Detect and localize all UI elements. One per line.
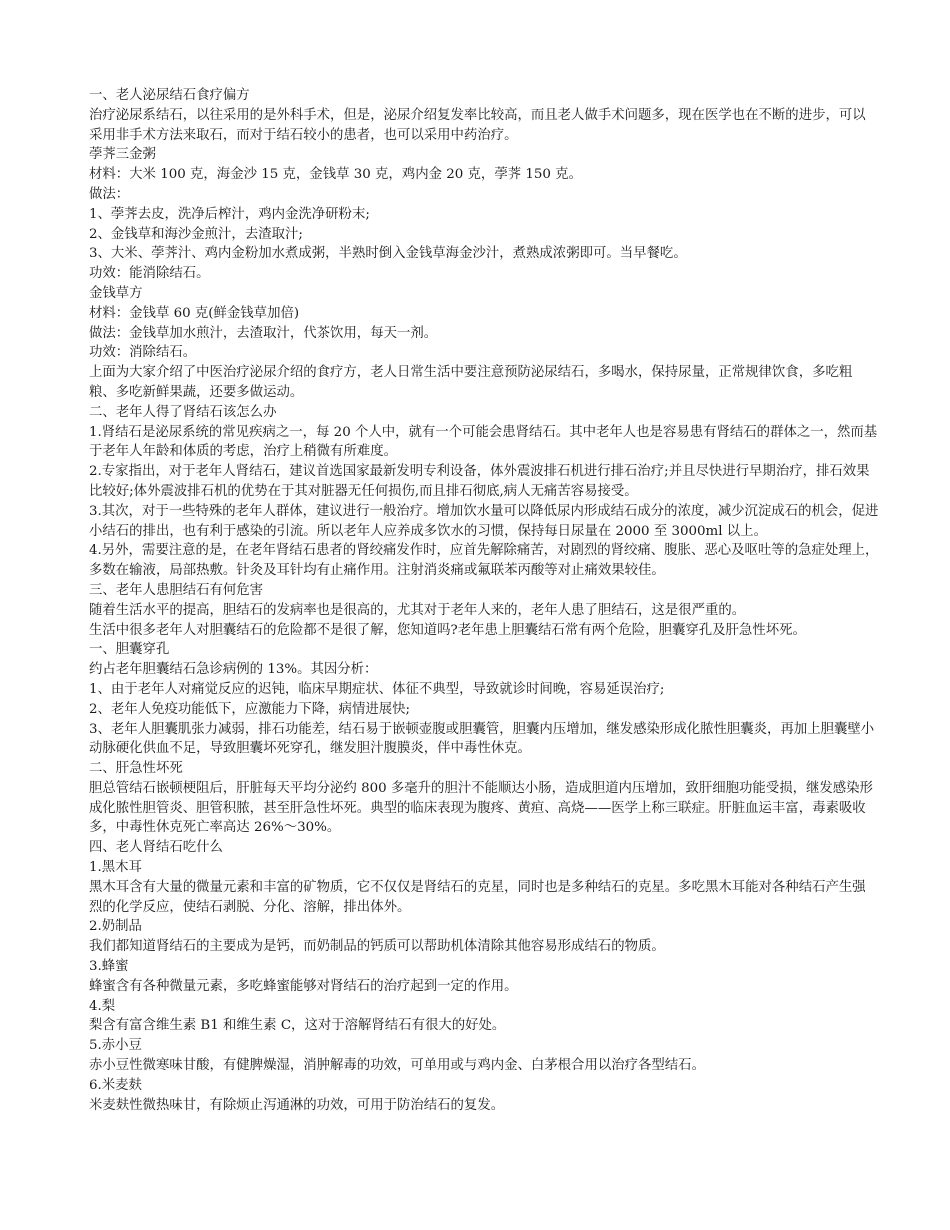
subsection-heading: 荸荠三金粥: [89, 147, 156, 163]
paragraph: 做法：: [89, 186, 130, 202]
paragraph: 材料：金钱草 60 克(鲜金钱草加倍): [89, 305, 300, 321]
list-item: 2、金钱草和海沙金煎汁，去渣取汁;: [89, 226, 303, 242]
paragraph: 黑木耳含有大量的微量元素和丰富的矿物质，它不仅仅是肾结石的克星，同时也是多种结石的克星。多吃黑木耳能对各种结石产生强烈的化学反应，使结石剥脱、分化、溶解，排出体外。: [89, 879, 866, 915]
paragraph: 米麦麸性微热味甘，有除烦止泻通淋的功效，可用于防治结石的复发。: [89, 1097, 505, 1113]
section-heading: 二、老年人得了肾结石该怎么办: [89, 404, 277, 420]
section-heading: 三、老年人患胆结石有何危害: [89, 582, 264, 598]
paragraph: 治疗泌尿系结石，以往采用的是外科手术，但是，泌尿介绍复发率比较高，而且老人做手术问题多，现在医学也在不断的进步，可以采用非手术方法来取石，而对于结石较小的患者，也可以采用中药治疗。: [89, 107, 866, 143]
food-heading: 2.奶制品: [89, 919, 142, 935]
list-item: 3、大米、荸荠汁、鸡内金粉加水煮成粥，半熟时倒入金钱草海金沙汁，煮熟成浓粥即可。当早餐吃。: [89, 246, 687, 262]
food-heading: 5.赤小豆: [89, 1038, 142, 1054]
paragraph: 赤小豆性微寒味甘酸，有健脾燥湿，消肿解毒的功效，可单用或与鸡内金、白茅根合用以治疗各型结石。: [89, 1058, 705, 1074]
paragraph: 胆总管结石嵌顿梗阻后，肝脏每天平均分泌约 800 多毫升的胆汁不能顺达小肠，造成胆道内压增加，致肝细胞功能受损，继发感染形成化脓性胆管炎、胆管积脓，甚至肝急性坏死。典型的临床表现为腹疼、黄疸、高烧——医学上称三联症。肝脏血运丰富，毒素吸收多，中毒性休克死亡率高达 26%～30%。: [89, 780, 873, 836]
list-item: 2.专家指出，对于老年人肾结石，建议首选国家最新发明专利设备，体外震波排石机进行排石治疗;并且尽快进行早期治疗，排石效果比较好;体外震波排石机的优势在于其对脏器无任何损伤,而且排石彻底,病人无痛苦容易接受。: [89, 464, 870, 499]
subsection-heading: 金钱草方: [89, 285, 143, 301]
paragraph: 我们都知道肾结石的主要成为是钙，而奶制品的钙质可以帮助机体清除其他容易形成结石的物质。: [89, 939, 665, 955]
paragraph: 随着生活水平的提高，胆结石的发病率也是很高的，尤其对于老年人来的，老年人患了胆结石，这是很严重的。: [89, 602, 746, 618]
document-body: [89, 86, 879, 1115]
food-heading: 6.米麦麸: [89, 1077, 142, 1093]
list-item: 1.肾结石是泌尿系统的常见疾病之一，每 20 个人中，就有一个可能会患肾结石。其中老年人也是容易患有肾结石的群体之一，然而基于老年人年龄和体质的考虑，治疗上稍微有所难度。: [89, 424, 878, 460]
list-item: 4.另外，需要注意的是，在老年肾结石患者的肾绞痛发作时，应首先解除痛苦，对剧烈的肾绞痛、腹胀、恶心及呕吐等的急症处理上，多数在输液，局部热敷。针灸及耳针均有止痛作用。注射消炎痛或氟联苯丙酸等对止痛效果较佳。: [89, 543, 879, 579]
list-item: 3、老年人胆囊肌张力减弱，排石功能差，结石易于嵌顿壶腹或胆囊管，胆囊内压增加，继发感染形成化脓性胆囊炎，再加上胆囊壁小动脉硬化供血不足，导致胆囊坏死穿孔，继发胆汁腹膜炎，伴中毒性休克。: [89, 721, 875, 757]
paragraph: 做法：金钱草加水煎汁，去渣取汁，代茶饮用，每天一剂。: [89, 325, 438, 341]
list-item: 1、由于老年人对痛觉反应的迟钝，临床早期症状、体征不典型，导致就诊时间晚，容易延误治疗;: [89, 681, 665, 697]
food-heading: 1.黑木耳: [89, 860, 142, 876]
subsection-heading: 一、胆囊穿孔: [89, 642, 170, 658]
section-heading: 一、老人泌尿结石食疗偏方: [89, 88, 250, 103]
paragraph: 功效：能消除结石。: [89, 266, 210, 282]
paragraph: 功效：消除结石。: [89, 345, 197, 361]
subsection-heading: 二、肝急性坏死: [89, 761, 183, 777]
paragraph: 蜂蜜含有各种微量元素，多吃蜂蜜能够对肾结石的治疗起到一定的作用。: [89, 978, 518, 994]
paragraph: 生活中很多老年人对胆囊结石的危险都不是很了解，您知道吗?老年患上胆囊结石常有两个危险，胆囊穿孔及肝急性坏死。: [89, 622, 806, 638]
section-heading: 四、老人肾结石吃什么: [89, 840, 223, 856]
list-item: 3.其次，对于一些特殊的老年人群体，建议进行一般治疗。增加饮水量可以降低尿内形成结石成分的浓度，减少沉淀成石的机会，促进小结石的排出，也有利于感染的引流。所以老年人应养成多饮水的习惯，保持每日尿量在 2000 至 3000ml 以上。: [89, 503, 879, 539]
paragraph: 梨含有富含维生素 B1 和维生素 C，这对于溶解肾结石有很大的好处。: [89, 1018, 506, 1034]
paragraph: 材料：大米 100 克，海金沙 15 克，金钱草 30 克，鸡内金 20 克，荸荠 150 克。: [89, 167, 582, 183]
paragraph: 上面为大家介绍了中医治疗泌尿介绍的食疗方，老人日常生活中要注意预防泌尿结石，多喝水，保持尿量，正常规律饮食，多吃粗粮、多吃新鲜果蔬，还要多做运动。: [89, 365, 853, 400]
food-heading: 4.梨: [89, 998, 116, 1014]
paragraph: 约占老年胆囊结石急诊病例的 13%。其因分析：: [89, 662, 378, 678]
list-item: 2、老年人免疫功能低下，应激能力下降，病情进展快;: [89, 701, 411, 717]
food-heading: 3.蜂蜜: [89, 959, 129, 975]
list-item: 1、荸荠去皮，洗净后榨汁，鸡内金洗净研粉末;: [89, 206, 370, 222]
